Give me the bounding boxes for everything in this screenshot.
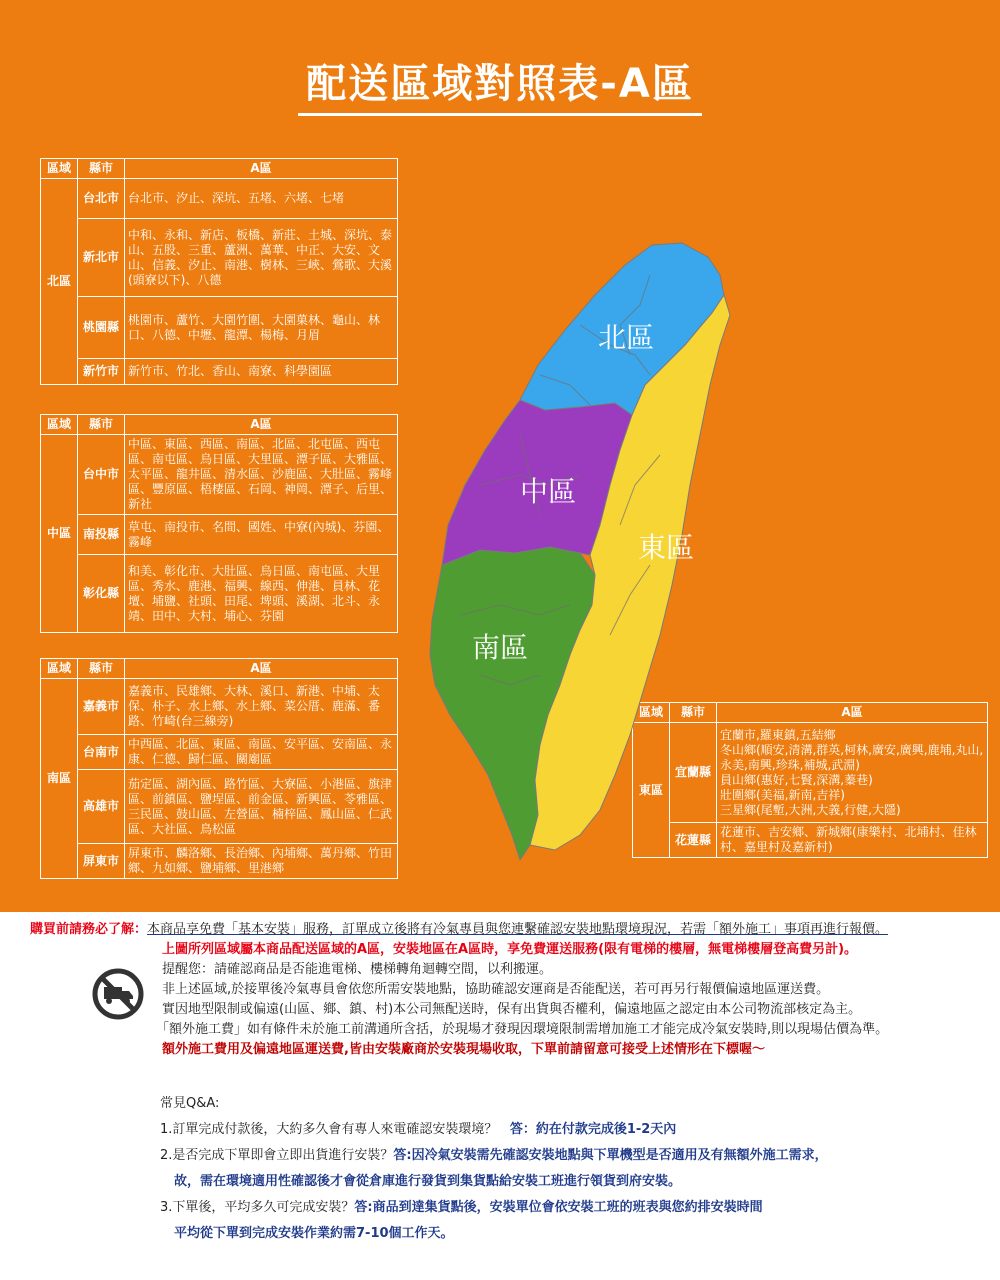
- region-cell: 北區: [41, 179, 78, 385]
- notice-prefix: 購買前請務必了解：: [30, 922, 148, 937]
- area-line: 員山鄉(惠好,七賢,深溝,蓁巷): [720, 772, 873, 787]
- areas-cell: 中和、永和、新店、板橋、新莊、土城、深坑、泰山、五股、三重、蘆洲、萬華、中正、大安、文山、信義、汐止、南港、樹林、三峽、鶯歌、大溪(頭寮以下)、八德: [125, 219, 398, 297]
- city-cell: 新竹市: [78, 359, 125, 385]
- areas-cell: 嘉義市、民雄鄉、大林、溪口、新港、中埔、太保、朴子、水上鄉、水上鄉、菜公厝、鹿滿、番路、竹崎(台三線旁): [125, 679, 398, 735]
- city-cell: 屏東市: [78, 844, 125, 879]
- faq-item-3: [160, 1198, 828, 1218]
- city-cell: 彰化縣: [78, 555, 125, 633]
- areas-cell: 草屯、南投市、名間、國姓、中寮(內城)、芬園、霧峰: [125, 515, 398, 555]
- city-cell: 桃園縣: [78, 297, 125, 359]
- map-label-south: 南區: [472, 631, 529, 664]
- region-cell: 南區: [41, 679, 78, 879]
- areas-cell: 屏東市、麟洛鄉、長治鄉、內埔鄉、萬丹鄉、竹田鄉、九如鄉、鹽埔鄉、里港鄉: [125, 844, 398, 879]
- faq-answer-1: 答：約在付款完成後1-2天內: [509, 1122, 677, 1137]
- areas-cell: [717, 723, 988, 823]
- header-city: 縣市: [78, 159, 125, 179]
- notice-line-2: 上圖所列區域屬本商品配送區域的A區，安裝地區在A區時，享免費運送服務(限有電梯的樓層，無電梯樓層登高費另計)。: [162, 942, 858, 957]
- faq-item-1: [160, 1120, 828, 1140]
- header-city: 縣市: [78, 659, 125, 679]
- map-label-east: 東區: [638, 531, 695, 564]
- areas-cell: 桃園市、蘆竹、大園竹圍、大園菓林、龜山、林口、八德、中壢、龍潭、楊梅、月眉: [125, 297, 398, 359]
- city-cell: 花蓮縣: [670, 823, 717, 858]
- north-zone-table: [40, 158, 398, 385]
- south-zone-table: [40, 658, 398, 879]
- header-region: 區域: [633, 703, 670, 723]
- header-zone: A區: [125, 159, 398, 179]
- header-region: 區域: [41, 159, 78, 179]
- area-line: 三星鄉(尾塹,大洲,大義,行健,大隱): [720, 802, 901, 817]
- city-cell: 新北市: [78, 219, 125, 297]
- central-zone-table: [40, 414, 398, 633]
- header-city: 縣市: [670, 703, 717, 723]
- faq-heading: 常見Q&A:: [160, 1096, 220, 1111]
- area-line: 冬山鄉(順安,清溝,群英,柯林,廣安,廣興,鹿埔,丸山,永美,南興,珍珠,補城,武淵): [720, 742, 984, 772]
- areas-cell: 新竹市、竹北、香山、南寮、科學園區: [125, 359, 398, 385]
- header-zone: A區: [125, 659, 398, 679]
- areas-cell: 和美、彰化市、大肚區、烏日區、南屯區、大里區、秀水、鹿港、福興、線西、伸港、員林、花壇、埔鹽、社頭、田尾、埤頭、溪湖、北斗、永靖、田中、大村、埔心、芬園: [125, 555, 398, 633]
- area-line: 壯圍鄉(美福,新南,吉祥): [720, 787, 845, 802]
- notice-line-6: 「額外施工費」如有條件未於施工前溝通所含括，於現場才發現因環境限制需增加施工才能完成冷氣安裝時,則以現場估價為準。: [156, 1022, 889, 1037]
- areas-cell: 中西區、北區、東區、南區、安平區、安南區、永康、仁德、歸仁區、關廟區: [125, 735, 398, 770]
- header-zone: A區: [717, 703, 988, 723]
- map-label-central: 中區: [520, 475, 577, 508]
- faq-answer-2b: 故，需在環境適用性確認後才會從倉庫進行發貨到集貨點給安裝工班進行領貨到府安裝。: [174, 1174, 682, 1189]
- header-region: 區域: [41, 415, 78, 435]
- faq-answer-2a: 答:因冷氣安裝需先確認安裝地點與下單機型是否適用及有無額外施工需求，: [393, 1148, 828, 1163]
- city-cell: 台北市: [78, 179, 125, 219]
- header-region: 區域: [41, 659, 78, 679]
- city-cell: 高雄市: [78, 770, 125, 844]
- taiwan-zone-map: [420, 235, 750, 865]
- areas-cell: 茄定區、湖內區、路竹區、大寮區、小港區、旗津區、前鎮區、鹽埕區、前金區、新興區、苓雅區、三民區、鼓山區、左營區、楠梓區、鳳山區、仁武區、大社區、鳥松區: [125, 770, 398, 844]
- city-cell: 南投縣: [78, 515, 125, 555]
- faq-question-2: 2.是否完成下單即會立即出貨進行安裝？: [160, 1148, 394, 1163]
- header-city: 縣市: [78, 415, 125, 435]
- region-cell: 中區: [41, 435, 78, 633]
- areas-cell: 台北市、汐止、深坑、五堵、六堵、七堵: [125, 179, 398, 219]
- faq-answer-3b: 平均從下單到完成安裝作業約需7-10個工作天。: [174, 1226, 454, 1241]
- areas-cell: 中區、東區、西區、南區、北區、北屯區、西屯區、南屯區、烏日區、大里區、潭子區、大雅區、太平區、龍井區、清水區、沙鹿區、大肚區、霧峰區、豐原區、梧棲區、石岡、神岡、潭子、后里、新社: [125, 435, 398, 515]
- city-cell: 台南市: [78, 735, 125, 770]
- notice-line-4: 非上述區域,於接單後冷氣專員會依您所需安裝地點，協助確認安運商是否能配送，若可再另行報價偏遠地區運送費。: [162, 982, 830, 997]
- map-label-north: 北區: [598, 321, 655, 354]
- notice-line-1: 本商品享免費「基本安裝」服務，訂單成立後將有冷氣專員與您連繫確認安裝地點環境現況，若需「額外施工」事項再進行報價。: [147, 922, 889, 937]
- areas-cell: 花蓮市、吉安鄉、新城鄉(康樂村、北埔村、佳林村、嘉里村及嘉新村): [717, 823, 988, 858]
- faq-question-1: 1.訂單完成付款後，大約多久會有專人來電確認安裝環境？: [160, 1122, 498, 1137]
- notice-line-7: 額外施工費用及偏遠地區運送費,皆由安裝廠商於安裝現場收取，下單前請留意可接受上述情形在下標喔～: [162, 1042, 765, 1057]
- city-cell: 宜蘭縣: [670, 723, 717, 823]
- notice-line-5: 實因地型限制或偏遠(山區、鄉、鎮、村)本公司無配送時，保有出貨與否權利，偏遠地區之認定由本公司物流部核定為主。: [162, 1002, 862, 1017]
- faq-section: [160, 1094, 828, 1244]
- city-cell: 台中市: [78, 435, 125, 515]
- header-zone: A區: [125, 415, 398, 435]
- region-cell: 東區: [633, 723, 670, 858]
- area-line: 宜蘭市,羅東鎮,五結鄉: [720, 727, 836, 742]
- faq-answer-3a: 答:商品到達集貨點後，安裝單位會依安裝工班的班表與您約排安裝時間: [354, 1200, 763, 1215]
- notice-line-3: 提醒您：請確認商品是否能進電梯、樓梯轉角迴轉空間，以利搬運。: [162, 962, 553, 977]
- purchase-notice: [10, 920, 990, 1060]
- city-cell: 嘉義市: [78, 679, 125, 735]
- faq-item-2: [160, 1146, 828, 1166]
- page-title: 配送區域對照表-A區: [0, 52, 1000, 109]
- faq-question-3: 3.下單後，平均多久可完成安裝？: [160, 1200, 355, 1215]
